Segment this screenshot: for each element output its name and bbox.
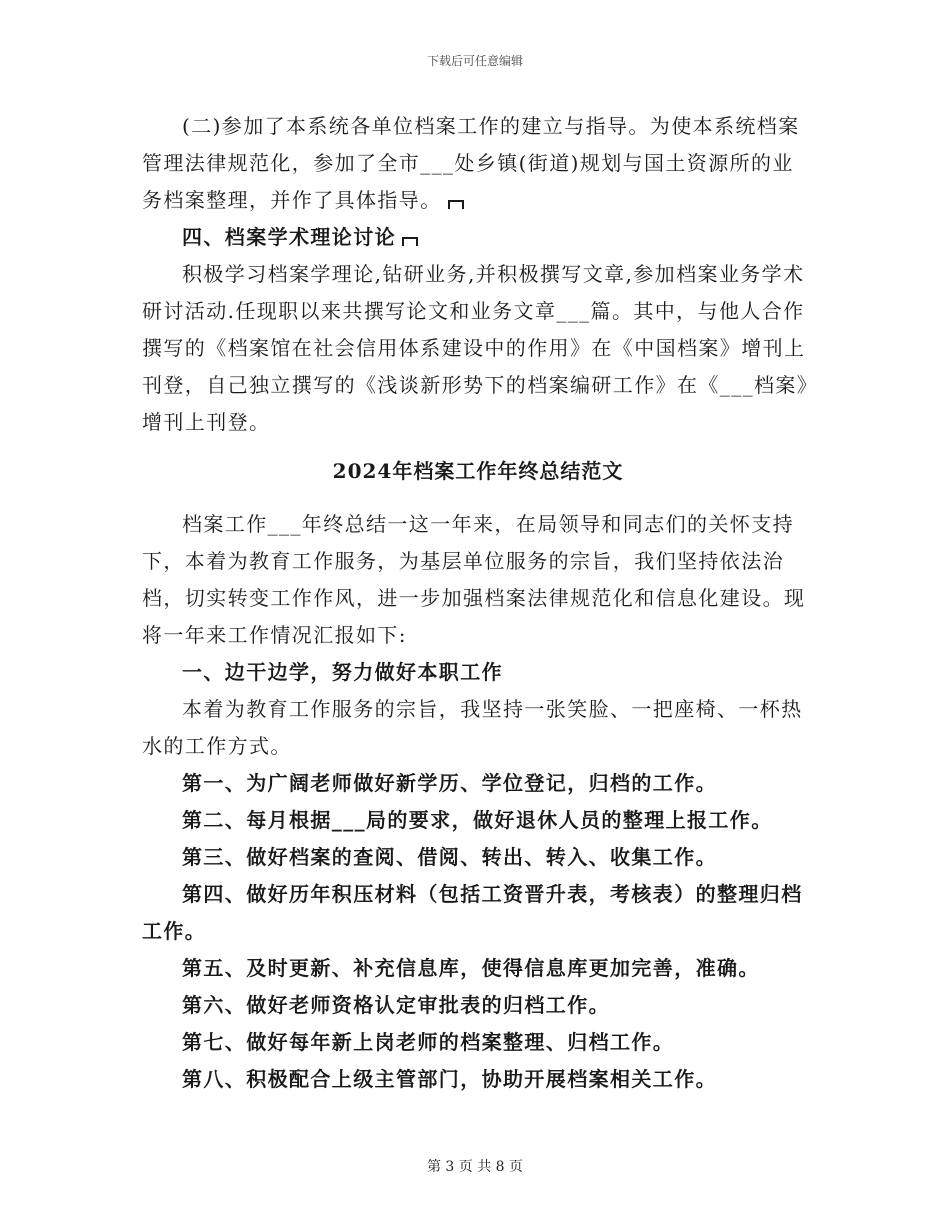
list-item-8: 第八、积极配合上级主管部门，协助开展档案相关工作。 [182,1067,717,1091]
page-number: 第 3 页 共 8 页 [426,1159,524,1175]
paragraph-system-guidance [142,108,814,219]
list-item-2: 第二、每月根据___局的要求，做好退休人员的整理上报工作。 [182,808,773,832]
list-item-7: 第七、做好每年新上岗老师的档案整理、归档工作。 [182,1030,675,1054]
list-item-5: 第五、及时更新、补充信息库，使得信息库更加完善，准确。 [182,956,760,980]
list-item-3: 第三、做好档案的查阅、借阅、转出、转入、收集工作。 [182,845,717,869]
document-body [142,108,814,1098]
paragraph-intro: 档案工作___年终总结一这一年来，在局领导和同志们的关怀支持下，本着为教育工作服务，为基层单位服务的宗旨，我们坚持依法治档，切实转变工作作风，进一步加强档案法律规范化和信息化建设。现将一年来工作情况汇报如下: [142,512,806,647]
paragraph-mark-icon [402,237,418,246]
heading-text: 四、档案学术理论讨论 [182,225,396,249]
paragraph-text: (二)参加了本系统各单位档案工作的建立与指导。为使本系统档案管理法律规范化，参加了全市___处乡镇(街道)规划与国土资源所的业务档案整理，并作了具体指导。 [142,114,800,212]
paragraph-academic-writing: 积极学习档案学理论,钻研业务,并积极撰写文章,参加档案业务学术研讨活动.任现职以来共撰写论文和业务文章___篇。其中，与他人合作撰写的《档案馆在社会信用体系建设中的作用》在《中国档案》增刊上刊登，自己独立撰写的《浅谈新形势下的档案编研工作》在《___档案》增刊上刊登。 [142,262,809,434]
section-heading-academic [142,219,814,256]
section-heading-work: 一、边干边学，努力做好本职工作 [182,660,503,684]
list-item-4: 第四、做好历年积压材料（包括工资晋升表，考核表）的整理归档工作。 [142,882,803,943]
page-header-note: 下载后可任意编辑 [426,54,523,68]
list-item-6: 第六、做好老师资格认定审批表的归档工作。 [182,993,610,1017]
document-title: 2024年档案工作年终总结范文 [332,459,624,483]
paragraph-service-approach: 本着为教育工作服务的宗旨，我坚持一张笑脸、一把座椅、一杯热水的工作方式。 [142,697,803,758]
paragraph-mark-icon [448,200,464,209]
list-item-1: 第一、为广阔老师做好新学历、学位登记，归档的工作。 [182,771,717,795]
